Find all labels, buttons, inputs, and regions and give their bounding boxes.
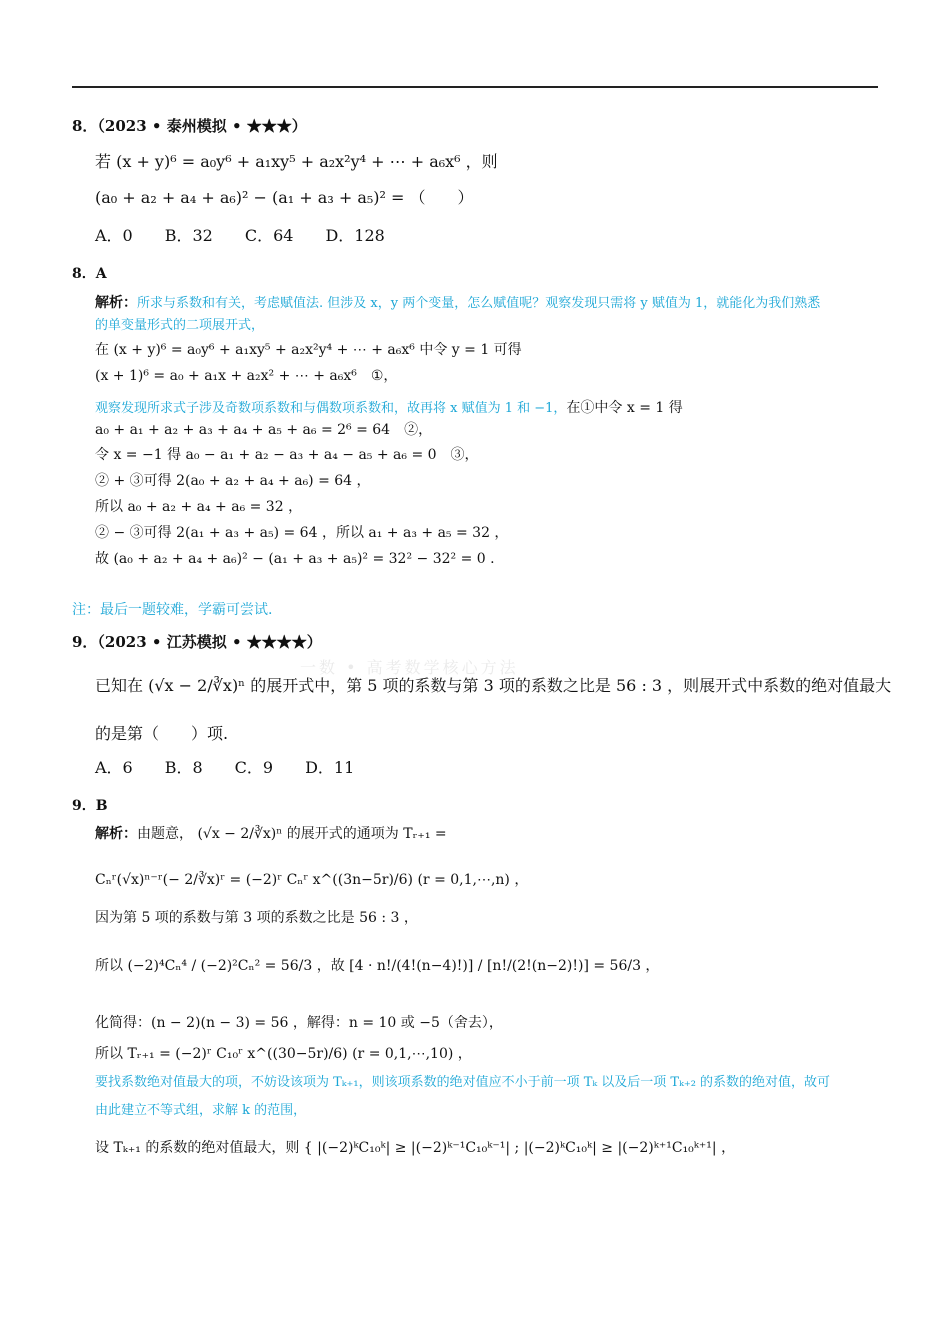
a8-step7: 所以 a₀ + a₂ + a₄ + a₆ = 32 ，	[95, 499, 303, 515]
q8-options: A．0 B．32 C．64 D．128	[95, 226, 385, 245]
a9-label: 9．B	[72, 798, 108, 814]
q9-line1	[95, 676, 891, 696]
a8-hint2: 的单变量形式的二项展开式，	[95, 318, 265, 333]
q8-line2: (a₀ + a₂ + a₄ + a₆)² − (a₁ + a₃ + a₅)² = （ ）	[95, 188, 474, 207]
a9-step7: 设 Tₖ₊₁ 的系数的绝对值最大，则 { |(−2)ᵏC₁₀ᵏ| ≥ |(−2)ᵏ⁻¹C₁₀ᵏ⁻¹| ; |(−2)ᵏC₁₀ᵏ| ≥ |(−2)ᵏ⁺¹C₁₀ᵏ⁺¹| ，	[95, 1140, 736, 1156]
a9-step1-expr: (√x − 2/∛x)ⁿ	[197, 826, 283, 842]
q9-options: A．6 B．8 C．9 D．11	[95, 758, 355, 777]
a8-step6: ② + ③可得 2(a₀ + a₂ + a₄ + a₆) = 64 ，	[95, 473, 371, 489]
q9-line1-suffix: 的展开式中，第 5 项的系数与第 3 项的系数之比是 56 : 3 ，则展开式中系数的绝对值最大	[250, 676, 892, 695]
a9-hint1: 要找系数绝对值最大的项，不妨设该项为 Tₖ₊₁，则该项系数的绝对值应不小于前一项 Tₖ 以及后一项 Tₖ₊₂ 的系数的绝对值，故可	[95, 1075, 831, 1090]
a9-step6: 所以 Tᵣ₊₁ = (−2)ʳ C₁₀ʳ x^((30−5r)/6) (r = 0,1,⋯,10) ，	[95, 1046, 472, 1062]
a9-step4: 所以 (−2)⁴Cₙ⁴ / (−2)²Cₙ² = 56/3 ，故 [4 · n!/(4!(n−4)!)] / [n!/(2!(n−2)!)] = 56/3 ，	[95, 958, 660, 974]
watermark: 一数 • 高考数学核心方法	[300, 658, 519, 677]
a8-step3-text: 在①中令 x = 1 得	[566, 400, 683, 416]
a9-step2: Cₙʳ(√x)ⁿ⁻ʳ(− 2/∛x)ʳ = (−2)ʳ Cₙʳ x^((3n−5r)/6) (r = 0,1,⋯,n) ，	[95, 872, 529, 888]
a9-step1-text: 由题意，	[137, 826, 193, 842]
a8-label: 8．A	[72, 266, 107, 282]
q8-header: 8．（2023 • 泰州模拟 • ★★★）	[72, 117, 307, 135]
q9-expression: (√x − 2/∛x)ⁿ	[148, 676, 246, 695]
q9-line1-prefix: 已知在	[95, 676, 144, 695]
a8-step2: (x + 1)⁶ = a₀ + a₁x + a₂x² + ⋯ + a₆x⁶ ①，	[95, 368, 398, 384]
q9-header: 9．（2023 • 江苏模拟 • ★★★★）	[72, 633, 322, 651]
a8-hint1: 所求与系数和有关，考虑赋值法. 但涉及 x，y 两个变量，怎么赋值呢？观察发现只需将 y 赋值为 1，就能化为我们熟悉	[137, 296, 821, 311]
header-rule	[72, 86, 878, 88]
a8-hint3: 观察发现所求式子涉及奇数项系数和与偶数项系数和，故再将 x 赋值为 1 和 −1，	[95, 401, 567, 416]
a9-step1-tail: 的展开式的通项为 Tᵣ₊₁ =	[286, 826, 447, 842]
a8-analysis-line1	[95, 292, 820, 313]
a9-step5: 化简得：(n − 2)(n − 3) = 56 ，解得：n = 10 或 −5（舍去），	[95, 1015, 503, 1031]
a8-step8: ② − ③可得 2(a₁ + a₃ + a₅) = 64 ，所以 a₁ + a₃ + a₅ = 32 ，	[95, 525, 509, 541]
a8-step4: a₀ + a₁ + a₂ + a₃ + a₄ + a₅ + a₆ = 2⁶ = 64 ②，	[95, 422, 433, 438]
a8-step5: 令 x = −1 得 a₀ − a₁ + a₂ − a₃ + a₄ − a₅ + a₆ = 0 ③，	[95, 447, 479, 463]
q9-line2: 的是第（ ）项.	[95, 724, 229, 743]
note: 注：最后一题较难，学霸可尝试.	[72, 602, 273, 618]
a9-hint2: 由此建立不等式组，求解 k 的范围，	[95, 1103, 307, 1118]
a9-step3: 因为第 5 项的系数与第 3 项的系数之比是 56 : 3 ，	[95, 910, 418, 926]
a8-analysis-label: 解析：	[95, 295, 137, 311]
q8-line1: 若 (x + y)⁶ = a₀y⁶ + a₁xy⁵ + a₂x²y⁴ + ⋯ + a₆x⁶ ，则	[95, 152, 498, 171]
a9-step1	[95, 826, 447, 844]
a8-step3	[95, 397, 683, 418]
a8-step9: 故 (a₀ + a₂ + a₄ + a₆)² − (a₁ + a₃ + a₅)² = 32² − 32² = 0 .	[95, 551, 495, 567]
a9-analysis-label: 解析：	[95, 826, 137, 842]
a8-step1: 在 (x + y)⁶ = a₀y⁶ + a₁xy⁵ + a₂x²y⁴ + ⋯ + a₆x⁶ 中令 y = 1 可得	[95, 342, 522, 358]
